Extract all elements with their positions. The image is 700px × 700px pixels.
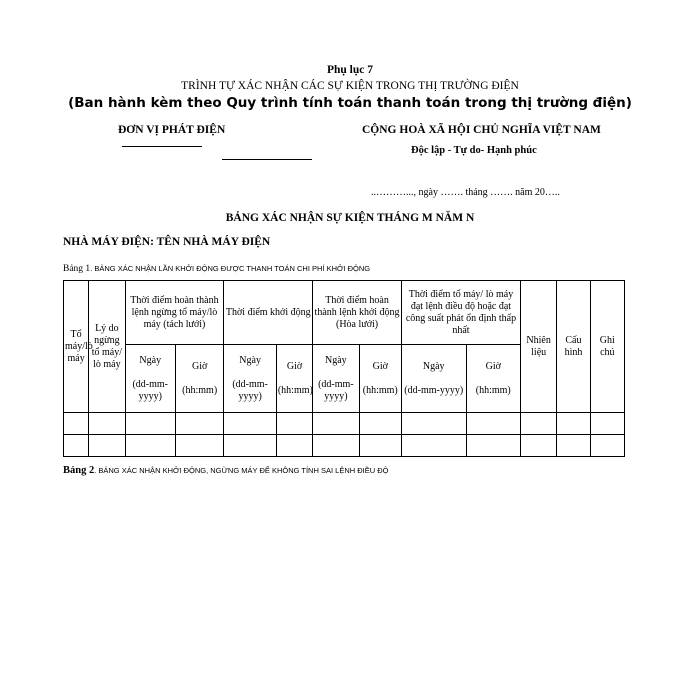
subheader-date — [313, 345, 359, 413]
date-format: (dd-mm-yyyy) — [404, 384, 464, 396]
subheader-hour — [175, 345, 223, 413]
subheader-date — [125, 345, 175, 413]
table-cell[interactable] — [521, 413, 557, 435]
date-label: Ngày — [239, 354, 261, 366]
subheader-date — [401, 345, 466, 413]
hour-label: Giờ — [485, 360, 501, 372]
table-cell[interactable] — [224, 435, 276, 457]
table1-caption — [63, 263, 370, 274]
hour-format: (hh:mm) — [277, 384, 313, 396]
hour-format: (hh:mm) — [182, 384, 218, 396]
hour-format: (hh:mm) — [362, 384, 398, 396]
table-cell[interactable] — [125, 435, 175, 457]
table2-caption-lead: Bảng 2 — [63, 465, 95, 476]
header-min-output: Thời điểm tổ máy/ lò máy đạt lệnh điều độ hoặc đạt công suất phát ổn định thấp nhất — [401, 281, 520, 345]
header-unit: Tổ máy/lò máy — [64, 281, 89, 413]
table-cell[interactable] — [276, 413, 312, 435]
document-subtitle: (Ban hành kèm theo Quy trình tính toán thanh toán trong thị trường điện) — [68, 95, 632, 111]
table-cell[interactable] — [175, 435, 223, 457]
hour-label: Giờ — [192, 360, 208, 372]
subheader-hour — [466, 345, 520, 413]
table-cell[interactable] — [521, 435, 557, 457]
table-row — [64, 413, 625, 435]
date-format: (dd-mm-yyyy) — [318, 378, 354, 402]
issuer-name: ĐƠN VỊ PHÁT ĐIỆN — [118, 124, 226, 136]
national-motto: Độc lập - Tự do- Hạnh phúc — [411, 145, 537, 156]
subheader-hour — [359, 345, 401, 413]
table-cell[interactable] — [466, 435, 520, 457]
appendix-label: Phụ lục 7 — [326, 64, 373, 76]
date-label: Ngày — [422, 360, 445, 372]
subheader-hour — [276, 345, 312, 413]
table2-caption-text: . BẢNG XÁC NHẬN KHỞI ĐỘNG, NGỪNG MÁY ĐỂ KHÔNG TÍNH SAI LỆNH ĐIỀU ĐỘ — [94, 466, 389, 475]
table-cell[interactable] — [466, 413, 520, 435]
hour-format: (hh:mm) — [475, 384, 511, 396]
table2-caption — [63, 465, 389, 476]
startup-confirmation-table — [63, 280, 625, 457]
table-cell[interactable] — [89, 435, 125, 457]
table-cell[interactable] — [590, 435, 624, 457]
header-reason: Lý do ngừng tổ máy/ lò máy — [89, 281, 125, 413]
header-sync-time: Thời điểm hoàn thành lệnh khởi động (Hòa lưới) — [313, 281, 402, 345]
header-start-time: Thời điểm khởi động — [224, 281, 313, 345]
header-note: Ghi chú — [590, 281, 624, 413]
header-config: Cấu hình — [557, 281, 590, 413]
table-cell[interactable] — [64, 413, 89, 435]
date-line: ..………..., ngày ……. tháng ……. năm 20….. — [371, 187, 560, 198]
date-format: (dd-mm-yyyy) — [232, 378, 268, 402]
document-title: TRÌNH TỰ XÁC NHẬN CÁC SỰ KIỆN TRONG THỊ TRƯỜNG ĐIỆN — [181, 80, 519, 92]
form-title: BẢNG XÁC NHẬN SỰ KIỆN THÁNG M NĂM N — [225, 212, 475, 224]
hour-label: Giờ — [372, 360, 388, 372]
table-cell[interactable] — [557, 413, 590, 435]
table-cell[interactable] — [401, 435, 466, 457]
header-fuel: Nhiên liệu — [521, 281, 557, 413]
table-cell[interactable] — [64, 435, 89, 457]
table-cell[interactable] — [359, 413, 401, 435]
table-cell[interactable] — [276, 435, 312, 457]
issuer-underline — [122, 146, 202, 147]
date-label: Ngày — [325, 354, 347, 366]
table-cell[interactable] — [175, 413, 223, 435]
plant-name: NHÀ MÁY ĐIỆN: TÊN NHÀ MÁY ĐIỆN — [63, 236, 271, 248]
date-format: (dd-mm-yyyy) — [132, 378, 169, 402]
subheader-date — [224, 345, 276, 413]
table-cell[interactable] — [359, 435, 401, 457]
table-cell[interactable] — [313, 435, 359, 457]
table-cell[interactable] — [89, 413, 125, 435]
table1-caption-lead: Bảng 1 — [63, 264, 91, 274]
hour-label: Giờ — [286, 360, 303, 372]
table-cell[interactable] — [313, 413, 359, 435]
issuer-underline-2 — [222, 159, 312, 160]
table-cell[interactable] — [401, 413, 466, 435]
table-cell[interactable] — [590, 413, 624, 435]
header-stop-command: Thời điểm hoàn thành lệnh ngừng tổ máy/lò máy (tách lưới) — [125, 281, 224, 345]
country-name: CỘNG HOÀ XÃ HỘI CHỦ NGHĨA VIỆT NAM — [362, 124, 601, 136]
table-row — [64, 435, 625, 457]
table1-caption-text: . BẢNG XÁC NHẬN LẦN KHỞI ĐỘNG ĐƯỢC THANH TOÁN CHI PHÍ KHỞI ĐỘNG — [90, 264, 371, 273]
date-label: Ngày — [139, 354, 162, 366]
table-cell[interactable] — [125, 413, 175, 435]
table-cell[interactable] — [557, 435, 590, 457]
table-cell[interactable] — [224, 413, 276, 435]
